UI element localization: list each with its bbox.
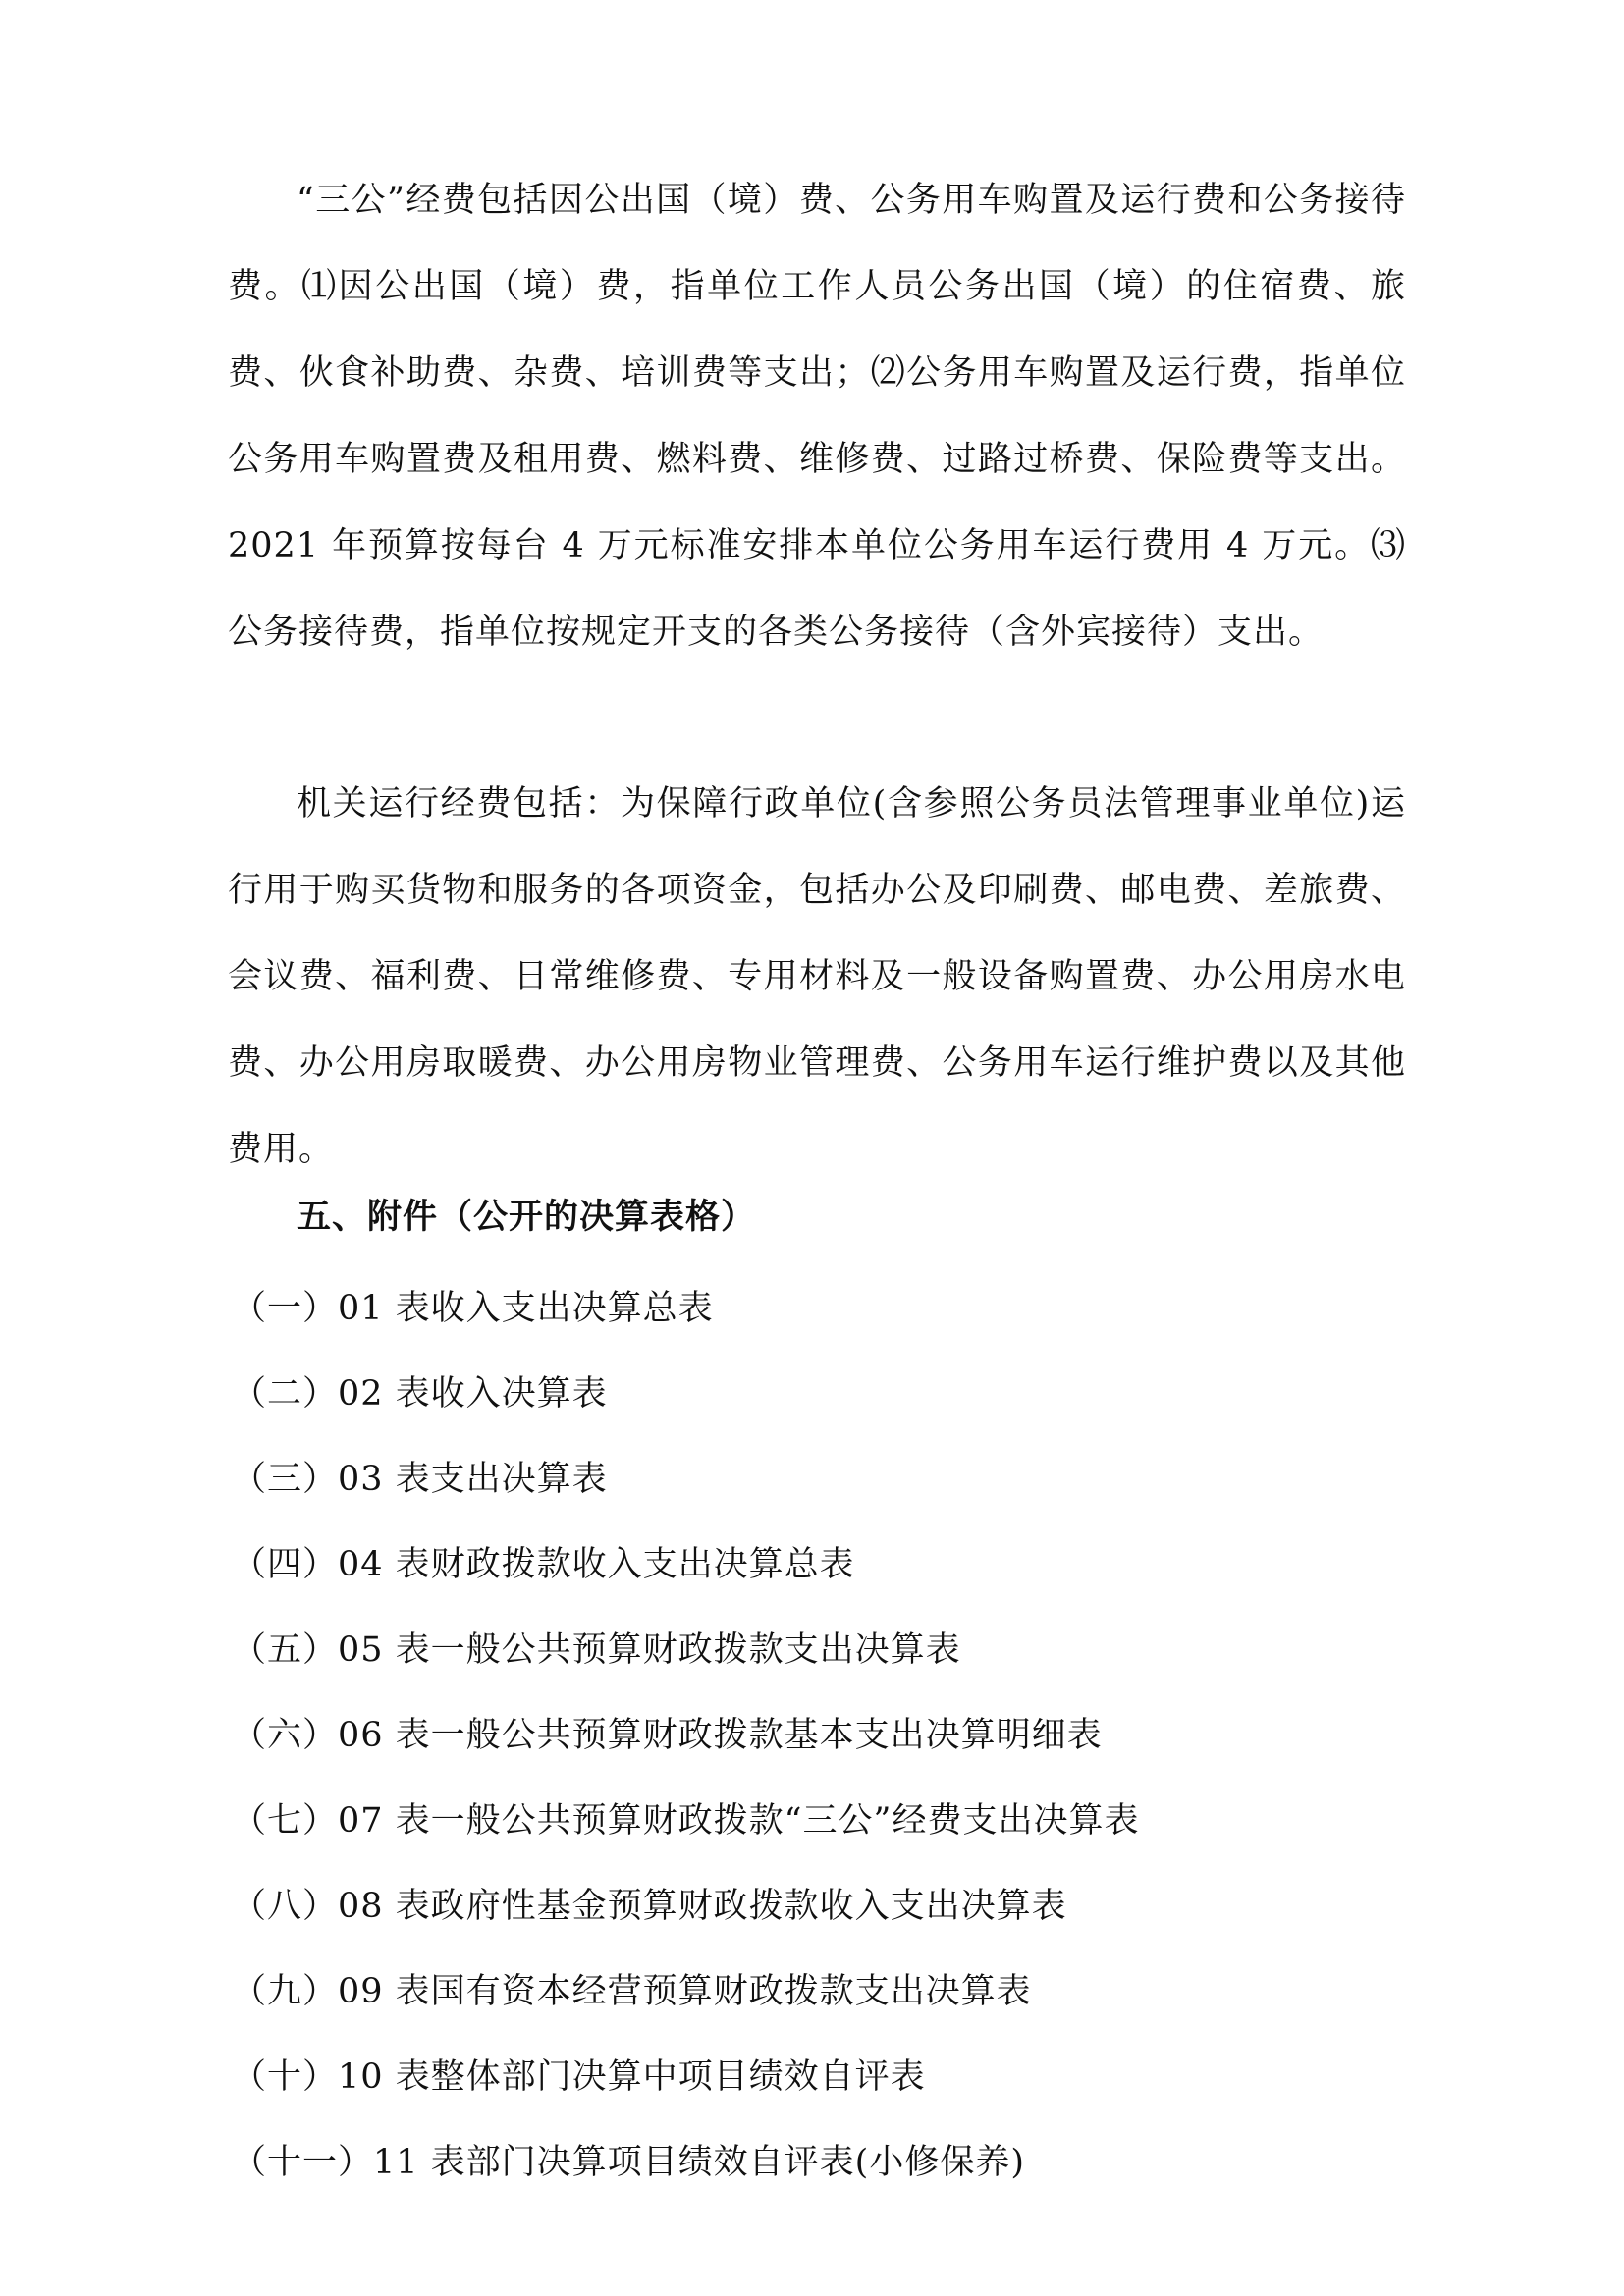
section-heading-attachments: 五、附件（公开的决算表格） xyxy=(297,1197,757,1237)
attachment-item: （一）01 表收入支出决算总表 xyxy=(232,1289,714,1328)
attachment-item: （四）04 表财政拨款收入支出决算总表 xyxy=(232,1545,855,1584)
attachment-item: （十一）11 表部门决算项目绩效自评表(小修保养) xyxy=(232,2143,1025,2182)
attachment-item: （十）10 表整体部门决算中项目绩效自评表 xyxy=(232,2057,926,2097)
attachment-item: （三）03 表支出决算表 xyxy=(232,1460,608,1499)
attachment-list xyxy=(232,1266,1139,2206)
attachment-item: （二）02 表收入决算表 xyxy=(232,1374,608,1414)
attachment-item: （九）09 表国有资本经营预算财政拨款支出决算表 xyxy=(232,1972,1032,2011)
attachment-item: （五）05 表一般公共预算财政拨款支出决算表 xyxy=(232,1630,961,1670)
attachment-item: （七）07 表一般公共预算财政拨款“三公”经费支出决算表 xyxy=(232,1801,1140,1841)
attachment-item: （六）06 表一般公共预算财政拨款基本支出决算明细表 xyxy=(232,1716,1103,1755)
paragraph-operating-expenses: 机关运行经费包括：为保障行政单位(含参照公务员法管理事业单位)运行用于购买货物和服务的各项资金，包括办公及印刷费、邮电费、差旅费、会议费、福利费、日常维修费、专用材料及一般设备购置费、办公用房水电费、办公用房取暖费、办公用房物业管理费、公务用车运行维护费以及其他费用。 xyxy=(228,784,1406,1169)
paragraph-three-public-expenses: “三公”经费包括因公出国（境）费、公务用车购置及运行费和公务接待费。⑴因公出国（境）费，指单位工作人员公务出国（境）的住宿费、旅费、伙食补助费、杂费、培训费等支出；⑵公务用车购置及运行费，指单位公务用车购置费及租用费、燃料费、维修费、过路过桥费、保险费等支出。2021 年预算按每台 4 万元标准安排本单位公务用车运行费用 4 万元。⑶公务接待费，指单位按规定开支的各类公务接待（含外宾接待）支出。 xyxy=(228,181,1406,652)
attachment-item: （八）08 表政府性基金预算财政拨款收入支出决算表 xyxy=(232,1887,1067,1926)
